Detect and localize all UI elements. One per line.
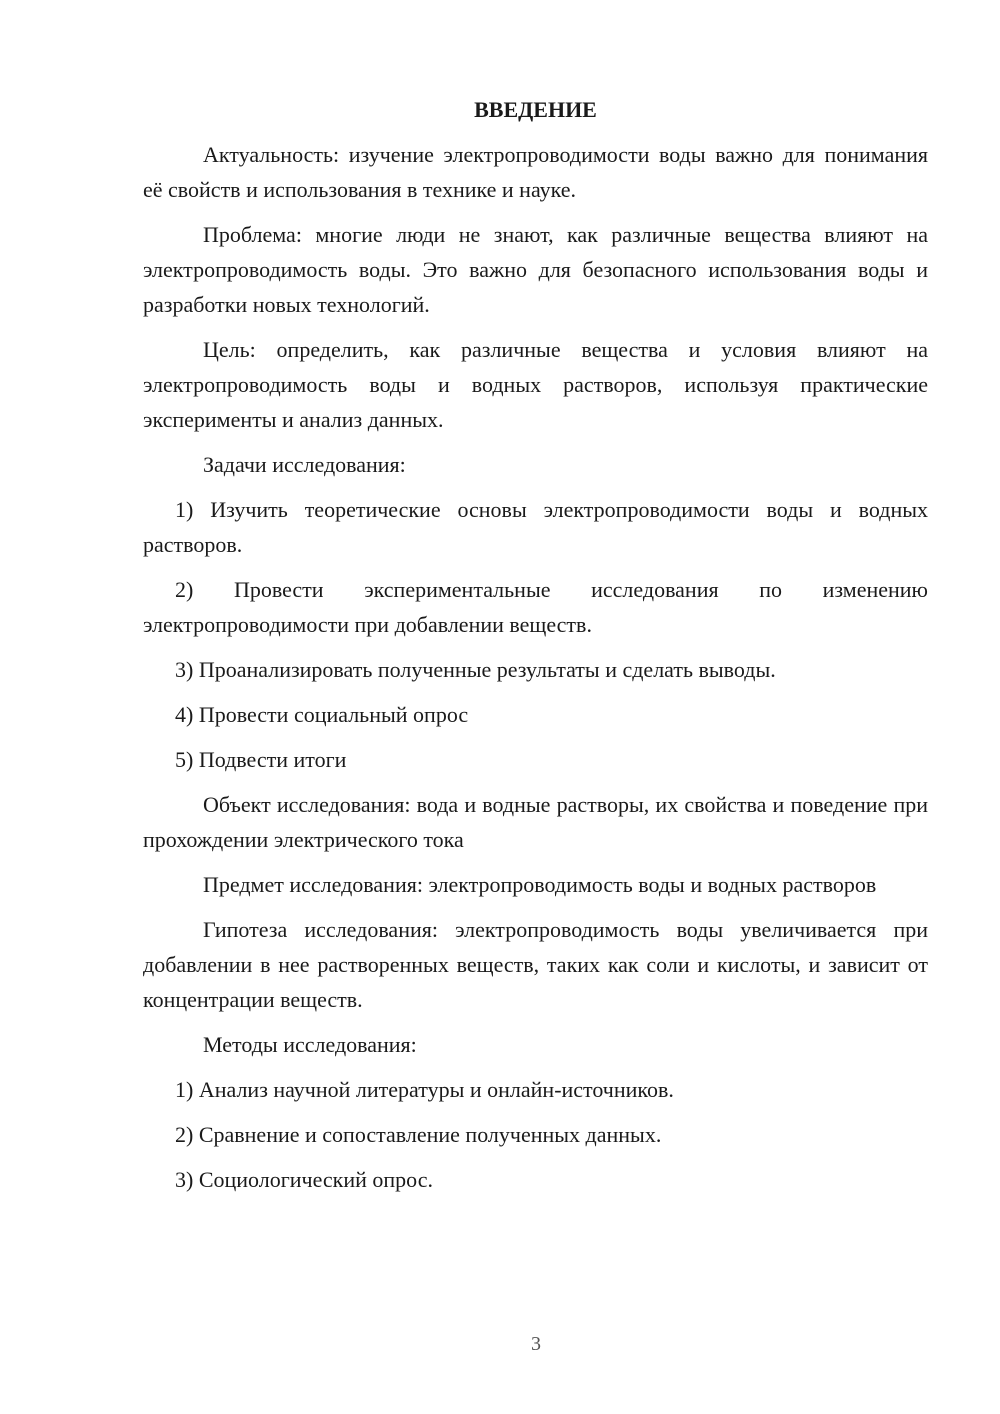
subject-paragraph: Предмет исследования: электропроводимость воды и водных растворов [203, 872, 877, 897]
method-item-2: 2) Сравнение и сопоставление полученных данных. [175, 1122, 662, 1147]
object-paragraph: Объект исследования: вода и водные растворы, их свойства и поведение при прохождении электрического тока [143, 792, 928, 852]
problem-paragraph: Проблема: многие люди не знают, как различные вещества влияют на электропроводимость воды. Это важно для безопасного использования воды и разработки новых технологий. [143, 222, 928, 317]
hypothesis-paragraph: Гипотеза исследования: электропроводимость воды увеличивается при добавлении в нее растворенных веществ, таких как соли и кислоты, и зависит от концентрации веществ. [143, 917, 928, 1012]
method-item-1: 1) Анализ научной литературы и онлайн-источников. [175, 1077, 674, 1102]
task-item-3: 3) Проанализировать полученные результаты и сделать выводы. [175, 657, 776, 682]
methods-heading: Методы исследования: [203, 1032, 417, 1057]
task-item-4: 4) Провести социальный опрос [175, 702, 469, 727]
actuality-paragraph: Актуальность: изучение электропроводимости воды важно для понимания её свойств и использования в технике и науке. [143, 142, 928, 202]
task-item-1: 1) Изучить теоретические основы электропроводимости воды и водных растворов. [143, 497, 928, 557]
page-title: ВВЕДЕНИЕ [474, 97, 597, 122]
tasks-heading: Задачи исследования: [203, 452, 406, 477]
goal-paragraph: Цель: определить, как различные вещества и условия влияют на электропроводимость воды и водных растворов, используя практические эксперименты и анализ данных. [143, 337, 928, 432]
task-item-5: 5) Подвести итоги [175, 747, 347, 772]
task-item-2: 2) Провести экспериментальные исследования по изменению электропроводимости при добавлении веществ. [143, 577, 928, 637]
page-number: 3 [531, 1333, 541, 1355]
page-content [143, 92, 928, 1207]
method-item-3: 3) Социологический опрос. [175, 1167, 433, 1192]
